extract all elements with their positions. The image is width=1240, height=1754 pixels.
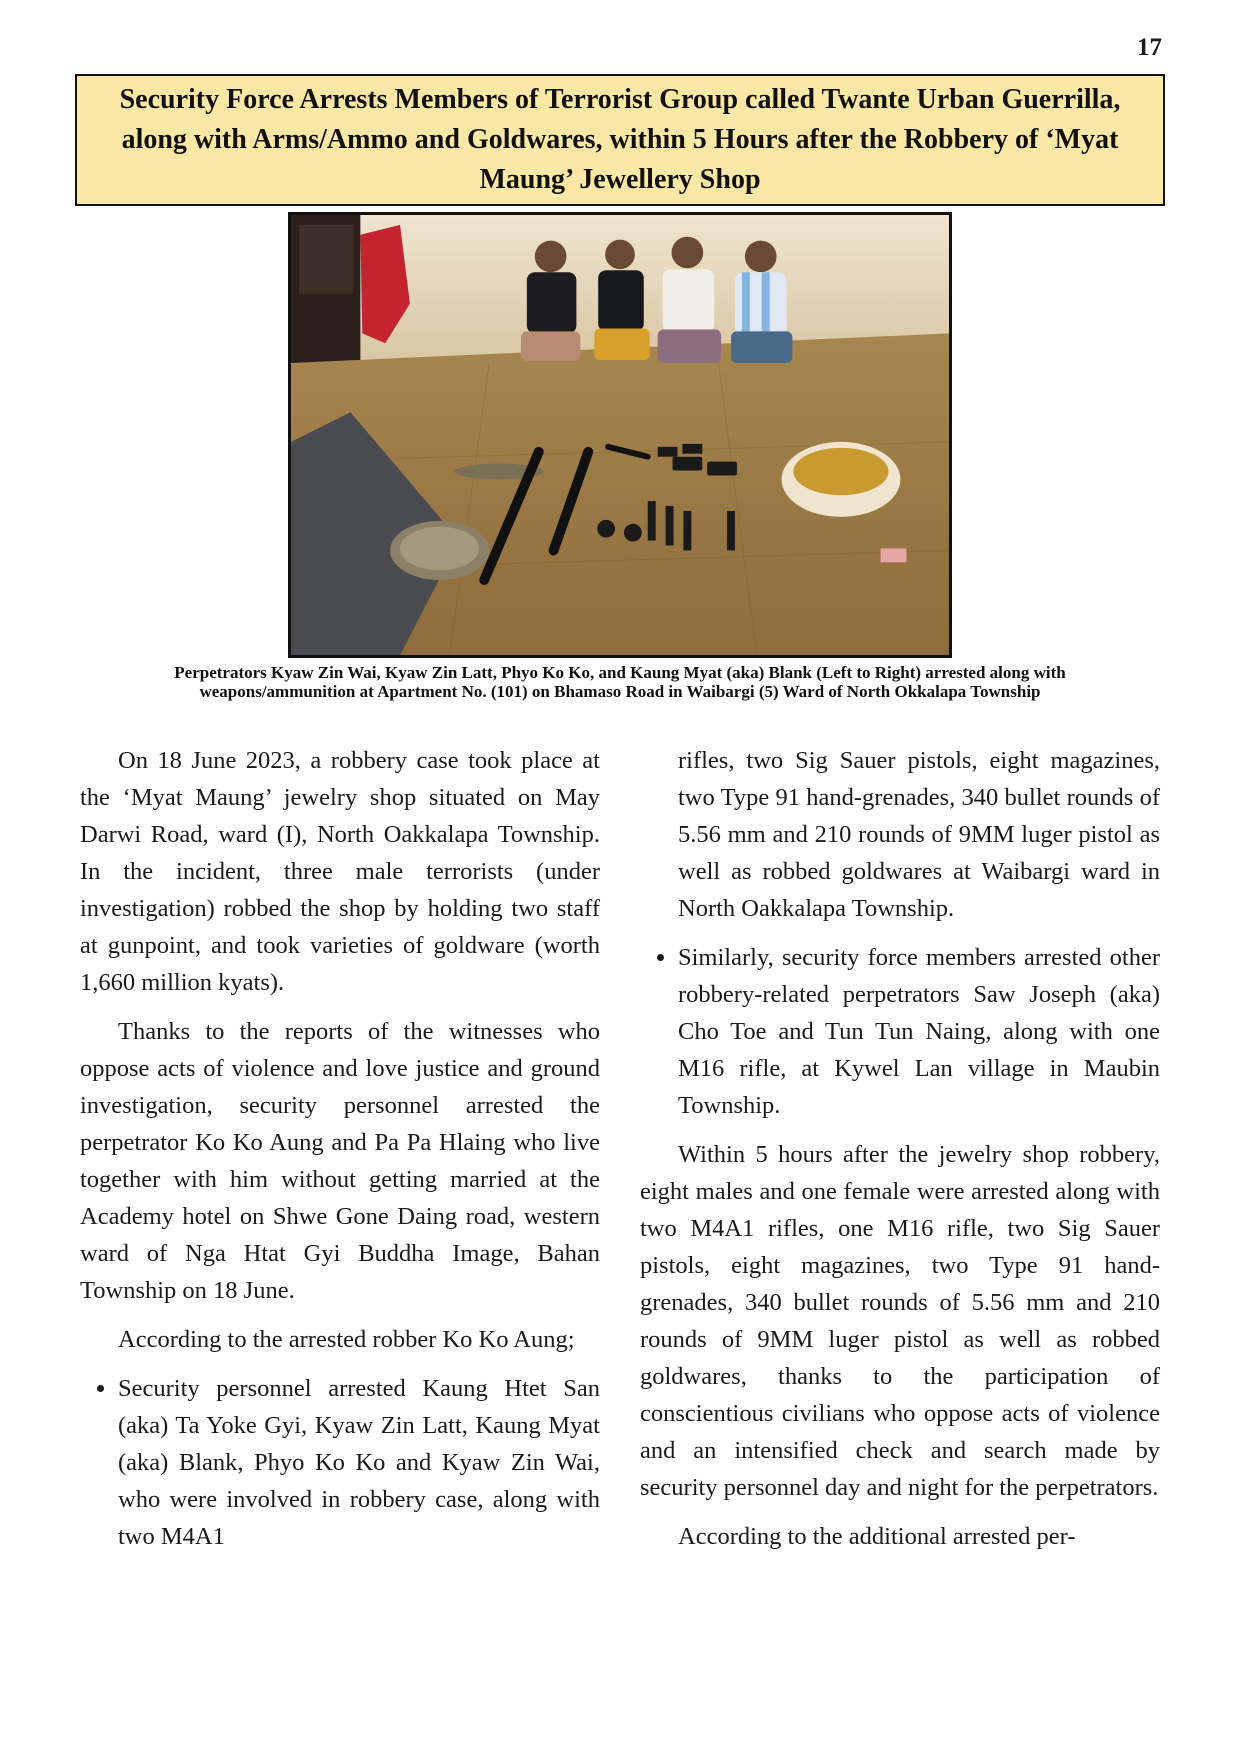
photo-caption: Perpetrators Kyaw Zin Wai, Kyaw Zin Latt, Phyo Ko Ko, and Kaung Myat (aka) Blank (Left to Right) arrested along with weapons/ammunition at Apartment No. (101) on Bhamaso Road in Waibargi (5) Ward of North Okkalapa Township [174,663,1066,701]
paragraph: On 18 June 2023, a robbery case took place at the ‘Myat Maung’ jewelry shop situated on May Darwi Road, ward (I), North Oakkalapa Township. In the incident, three male terrorists (under investigation) robbed the shop by holding two staff at gunpoint, and took varieties of goldware (worth 1,660 million kyats). [80,747,600,996]
paragraph: Within 5 hours after the jewelry shop robbery, eight males and one female were arrested along with two M4A1 rifles, one M16 rifle, two Sig Sauer pistols, eight magazines, two Type 91 hand-grenades, 340 bullet rounds of 5.56 mm and 210 rounds of 9MM luger pistol as well as robbed goldwares, thanks to the participation of conscientious civilians who oppose acts of violence and an intensified check and search made by security personnel day and night for the perpetrators. [640,1141,1160,1501]
left-column [80,742,600,1567]
bullet-list [640,939,1160,1124]
right-column [640,742,1160,1567]
paragraph: According to the additional arrested per- [678,1523,1076,1550]
bullet-list-continued [640,742,1160,927]
paragraph: Thanks to the reports of the witnesses who oppose acts of violence and love justice and ground investigation, security personnel arrested the perpetrator Ko Ko Aung and Pa Pa Hlaing who live together with him without getting married at the Academy hotel on Shwe Gone Daing road, western ward of Nga Htat Gyi Buddha Image, Bahan Township on 18 June. [80,1018,600,1304]
list-item: • Security personnel arrested Kaung Htet San (aka) Ta Yoke Gyi, Kyaw Zin Latt, Kaung Myat (aka) Blank, Phyo Ko Ko and Kyaw Zin Wai, who were involved in robbery case, along with two M4A1 [118,1370,600,1555]
list-item: • Similarly, security force members arrested other robbery-related perpetrators Saw Joseph (aka) Cho Toe and Tun Tun Naing, along with one M16 rifle, at Kywel Lan village in Maubin Township. [678,939,1160,1124]
headline: Security Force Arrests Members of Terrorist Group called Twante Urban Guerrilla, along with Arms/Ammo and Goldwares, within 5 Hours after the Robbery of ‘Myat Maung’ Jewellery Shop [119,84,1121,195]
headline-box [75,74,1165,206]
news-photo [288,212,952,658]
paragraph: According to the arrested robber Ko Ko Aung; [118,1326,575,1353]
list-item: rifles, two Sig Sauer pistols, eight magazines, two Type 91 hand-grenades, 340 bullet rounds of 5.56 mm and 210 rounds of 9MM luger pistol as well as robbed goldwares at Waibargi ward in North Oakkalapa Township. [678,747,1160,922]
photo-illustration [291,215,949,655]
page-number: 17 [1137,34,1162,61]
bullet-list [80,1370,600,1555]
